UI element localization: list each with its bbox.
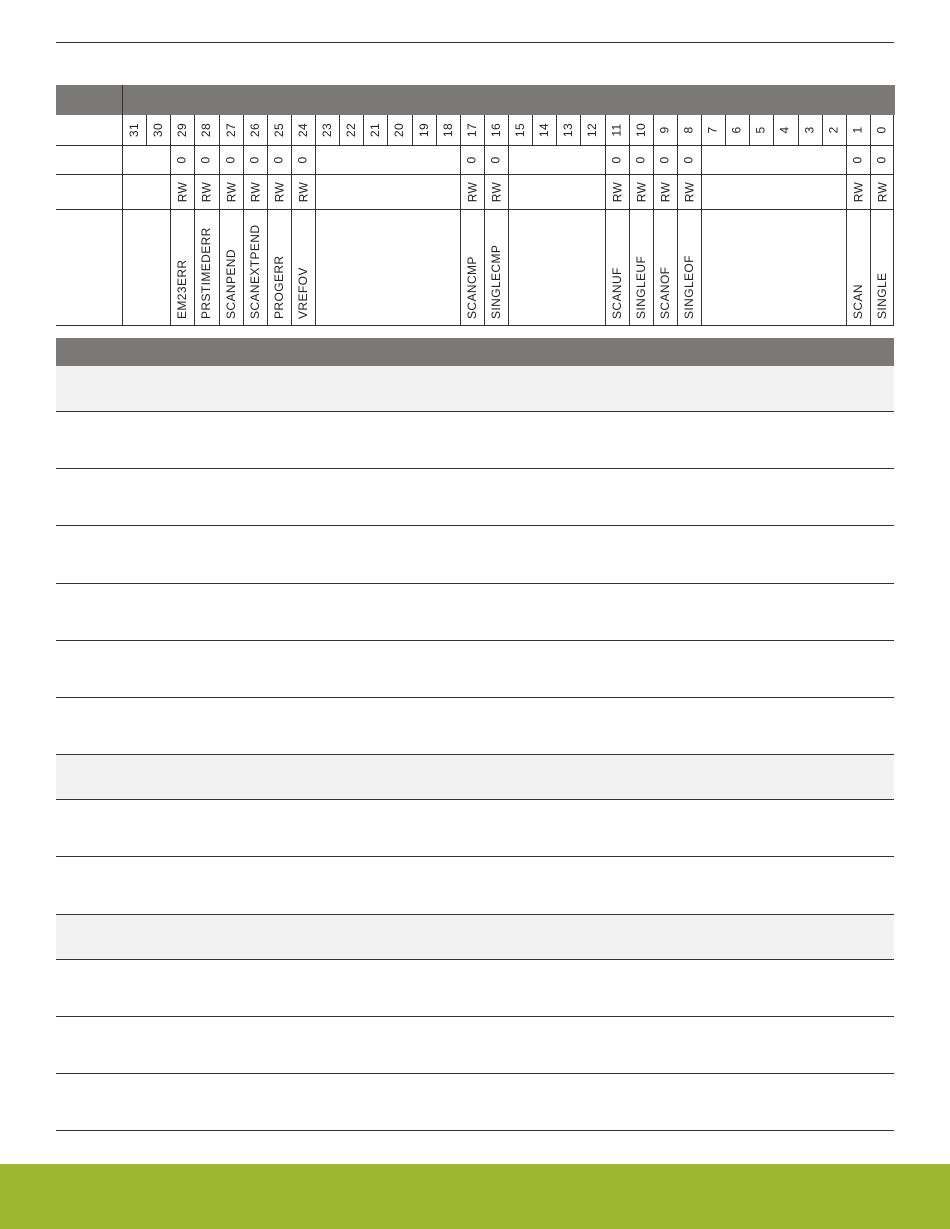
bit-number — [508, 115, 532, 145]
bit-number — [653, 115, 677, 145]
field-access-value: RW — [657, 181, 672, 202]
bit-number-label: 9 — [657, 126, 672, 134]
bit-number — [122, 115, 146, 145]
field-name-label: SINGLEUF — [634, 255, 648, 319]
field-divider — [701, 145, 702, 325]
bit-number-label: 5 — [753, 126, 768, 134]
field-name-cell — [170, 209, 194, 319]
field-reset-value: 0 — [609, 155, 624, 164]
field-reset-value: 0 — [247, 155, 262, 164]
field-description-row — [56, 1017, 894, 1074]
field-reset-value: 0 — [464, 155, 479, 164]
field-access — [460, 174, 484, 209]
field-access-value: RW — [850, 181, 865, 202]
bit-number-label: 22 — [344, 122, 358, 138]
bit-number — [267, 115, 291, 145]
field-section-row — [56, 366, 894, 412]
field-name-label: SCANCMP — [465, 256, 479, 319]
field-description-row — [56, 584, 894, 641]
field-section-row — [56, 915, 894, 960]
bit-number-label: 15 — [513, 122, 527, 138]
field-reset — [267, 145, 291, 174]
field-access-value: RW — [271, 181, 286, 202]
bit-number-label: 7 — [705, 126, 720, 134]
bit-number-label: 26 — [248, 122, 262, 138]
field-reset-value: 0 — [271, 155, 286, 164]
field-description-row — [56, 960, 894, 1017]
bit-number-label: 31 — [127, 122, 141, 138]
field-name-cell — [194, 209, 218, 319]
field-name-cell — [605, 209, 629, 319]
field-name-label: PROGERR — [272, 255, 286, 319]
register-label-divider — [122, 115, 123, 325]
field-name-label: SINGLECMP — [489, 244, 503, 319]
field-name-cell — [460, 209, 484, 319]
bit-number-label: 17 — [465, 122, 479, 138]
bit-number-label: 4 — [777, 126, 792, 134]
field-name-label: SCAN — [851, 284, 865, 319]
field-name-label: EM23ERR — [175, 259, 189, 319]
field-access — [870, 174, 894, 209]
bit-number-label: 19 — [417, 122, 431, 138]
field-access — [629, 174, 653, 209]
field-name-cell — [653, 209, 677, 319]
bit-number — [580, 115, 604, 145]
field-reset-value: 0 — [850, 155, 865, 164]
bit-number-label: 8 — [681, 126, 696, 134]
bit-number — [749, 115, 773, 145]
bit-number — [194, 115, 218, 145]
bit-number — [822, 115, 846, 145]
bit-number — [773, 115, 797, 145]
field-description-row — [56, 698, 894, 755]
bit-number — [556, 115, 580, 145]
field-reset — [870, 145, 894, 174]
field-reset — [460, 145, 484, 174]
field-access-value: RW — [633, 181, 648, 202]
field-name-cell — [219, 209, 243, 319]
bit-number — [484, 115, 508, 145]
footer-bar — [0, 1164, 950, 1229]
bit-number-label: 13 — [561, 122, 575, 138]
bit-number-label: 0 — [874, 126, 889, 134]
field-reset-value: 0 — [874, 155, 889, 164]
field-section-row — [56, 755, 894, 800]
register-row-line — [56, 325, 894, 326]
bit-number-label: 11 — [609, 123, 624, 137]
field-name-cell — [870, 209, 894, 319]
field-name-cell — [677, 209, 701, 319]
field-name-cell — [243, 209, 267, 319]
bit-number — [798, 115, 822, 145]
bit-number-label: 27 — [224, 122, 238, 138]
bit-number — [315, 115, 339, 145]
bit-number — [460, 115, 484, 145]
field-access — [846, 174, 870, 209]
field-access-value: RW — [609, 181, 624, 202]
field-reset — [677, 145, 701, 174]
bit-number-label: 29 — [175, 122, 189, 138]
field-reset-value: 0 — [223, 155, 238, 164]
bit-number-label: 21 — [368, 122, 382, 138]
bit-number — [219, 115, 243, 145]
field-divider — [315, 145, 316, 325]
field-access — [243, 174, 267, 209]
bit-number-label: 3 — [802, 126, 817, 134]
field-reset — [605, 145, 629, 174]
field-access-value: RW — [174, 181, 189, 202]
field-name-label: SCANOF — [658, 266, 672, 319]
bit-number — [170, 115, 194, 145]
bit-number — [870, 115, 894, 145]
field-description-header — [56, 338, 894, 366]
field-description-row — [56, 1074, 894, 1131]
bit-number — [846, 115, 870, 145]
field-reset — [170, 145, 194, 174]
field-access — [605, 174, 629, 209]
field-name-cell — [267, 209, 291, 319]
bit-number — [532, 115, 556, 145]
field-name-cell — [291, 209, 315, 319]
field-access-value: RW — [295, 181, 310, 202]
field-access — [219, 174, 243, 209]
field-access — [653, 174, 677, 209]
bit-number-label: 12 — [585, 122, 599, 138]
field-reset-value: 0 — [681, 155, 696, 164]
top-rule — [56, 42, 894, 43]
bit-number-label: 10 — [634, 122, 648, 138]
field-reset — [243, 145, 267, 174]
field-description-row — [56, 469, 894, 526]
field-access-value: RW — [223, 181, 238, 202]
field-description-row — [56, 412, 894, 469]
bit-number — [387, 115, 411, 145]
bit-number-label: 28 — [199, 122, 213, 138]
bit-number-label: 25 — [272, 122, 286, 138]
field-name-label: PRSTIMEDERR — [199, 227, 213, 319]
field-access-value: RW — [247, 181, 262, 202]
field-name-label: SCANPEND — [224, 249, 238, 319]
field-access-value: RW — [198, 181, 213, 202]
field-reset-value: 0 — [174, 155, 189, 164]
bit-number — [436, 115, 460, 145]
field-divider — [508, 145, 509, 325]
field-reset-value: 0 — [488, 155, 503, 164]
field-access — [677, 174, 701, 209]
field-description-row — [56, 800, 894, 857]
bit-number — [363, 115, 387, 145]
field-reset-value: 0 — [633, 155, 648, 164]
field-name-cell — [484, 209, 508, 319]
field-access — [267, 174, 291, 209]
bit-number-label: 14 — [537, 122, 551, 138]
bit-number — [605, 115, 629, 145]
field-name-label: SINGLE — [875, 272, 889, 319]
field-access-value: RW — [874, 181, 889, 202]
field-access — [194, 174, 218, 209]
bit-number — [243, 115, 267, 145]
field-name-label: SCANEXTPEND — [248, 224, 262, 319]
bit-number — [701, 115, 725, 145]
bit-number — [291, 115, 315, 145]
field-reset — [219, 145, 243, 174]
register-header-name-cell — [122, 85, 895, 115]
bit-number-label: 20 — [392, 122, 406, 138]
field-access-value: RW — [464, 181, 479, 202]
field-name-label: SCANUF — [610, 267, 624, 319]
bit-number — [629, 115, 653, 145]
field-description-row — [56, 526, 894, 584]
bit-number-label: 30 — [151, 122, 165, 138]
field-access — [291, 174, 315, 209]
bit-number-label: 2 — [826, 126, 841, 134]
field-name-cell — [629, 209, 653, 319]
field-reset-value: 0 — [657, 155, 672, 164]
field-access — [170, 174, 194, 209]
bit-number — [339, 115, 363, 145]
field-name-label: SINGLEOF — [682, 255, 696, 319]
bit-number-label: 6 — [729, 126, 744, 134]
field-access — [484, 174, 508, 209]
bit-number-label: 24 — [296, 122, 310, 138]
bit-number — [725, 115, 749, 145]
bit-number — [146, 115, 170, 145]
field-reset — [629, 145, 653, 174]
bit-number — [412, 115, 436, 145]
register-header-offset-cell — [56, 85, 122, 115]
field-reset — [484, 145, 508, 174]
field-name-label: VREFOV — [296, 267, 310, 319]
field-reset-value: 0 — [295, 155, 310, 164]
field-reset — [846, 145, 870, 174]
field-description-row — [56, 641, 894, 698]
field-access-value: RW — [681, 181, 696, 202]
field-description-row — [56, 857, 894, 915]
field-reset — [194, 145, 218, 174]
field-reset — [291, 145, 315, 174]
field-reset — [653, 145, 677, 174]
bit-number-label: 16 — [489, 122, 503, 138]
field-name-cell — [846, 209, 870, 319]
bit-number-label: 1 — [850, 126, 865, 134]
bit-number-label: 23 — [320, 122, 334, 138]
bit-number-label: 18 — [441, 122, 455, 138]
field-access-value: RW — [488, 181, 503, 202]
field-reset-value: 0 — [198, 155, 213, 164]
bit-number — [677, 115, 701, 145]
